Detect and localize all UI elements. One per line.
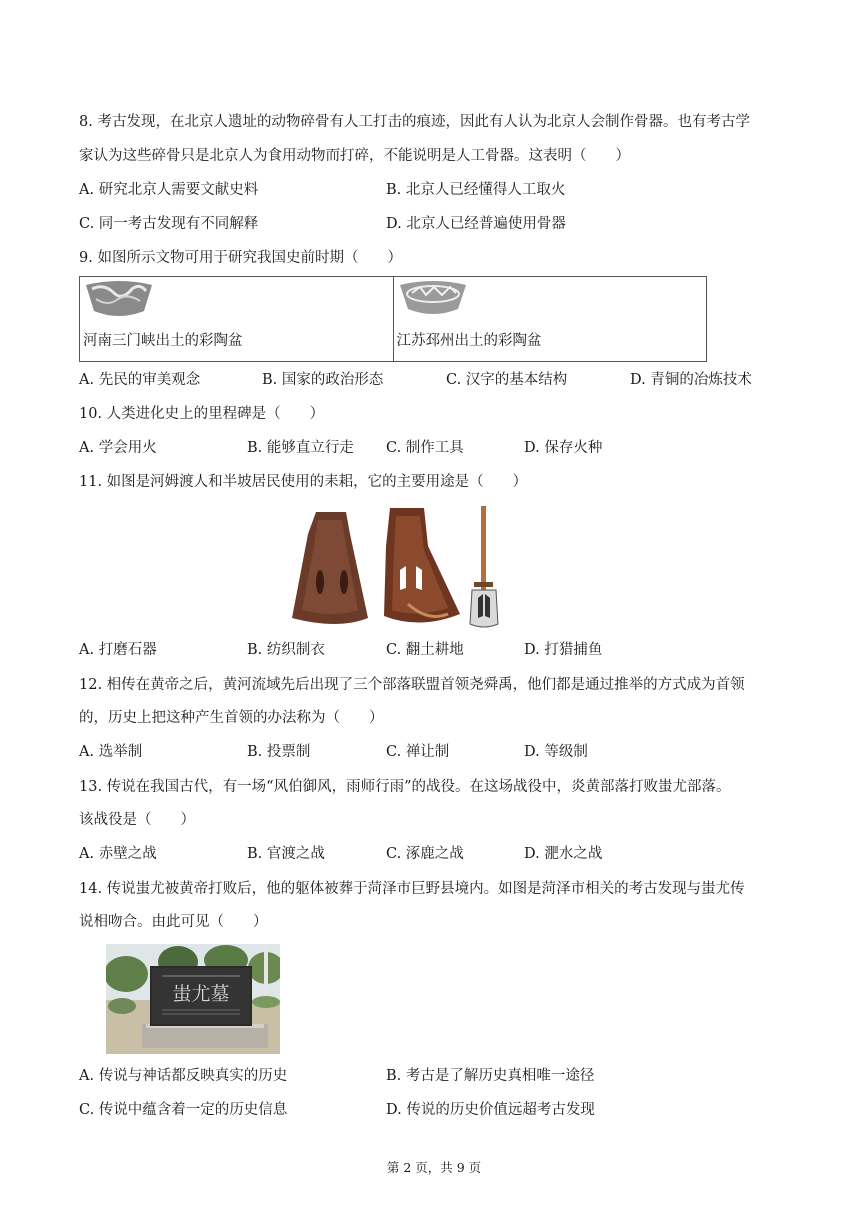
q11-option-b: B. 纺织制衣 [247, 642, 325, 658]
q13-option-d: D. 淝水之战 [524, 846, 603, 862]
q14-stem-line2: 说相吻合。由此可见（ ） [79, 914, 268, 930]
q12-option-b: B. 投票制 [247, 744, 311, 760]
q8-option-c: C. 同一考古发现有不同解释 [79, 216, 259, 232]
q8-stem-line1: 8. 考古发现，在北京人遗址的动物碎骨有人工打击的痕迹，因此有人认为北京人会制作骨器。也有考古学 [79, 114, 750, 130]
painted-pottery-basin-image [398, 279, 468, 319]
q13-option-a: A. 赤壁之战 [79, 846, 157, 862]
painted-pottery-basin-image [84, 279, 154, 319]
q9-stem: 9. 如图所示文物可用于研究我国史前时期（ ） [79, 250, 402, 266]
q8-stem-line2: 家认为这些碎骨只是北京人为食用动物而打碎，不能说明是人工骨器。这表明（ ） [79, 148, 630, 164]
q13-stem-line1: 13. 传说在我国古代，有一场“风伯御风，雨师行雨”的战役。在这场战役中，炎黄部落打败蚩尤部落。 [79, 779, 731, 795]
q12-stem-line1: 12. 相传在黄帝之后，黄河流域先后出现了三个部落联盟首领尧舜禹，他们都是通过推举的方式成为首领 [79, 677, 745, 693]
q11-option-d: D. 打猎捕鱼 [524, 642, 603, 658]
q10-option-b: B. 能够直立行走 [247, 440, 354, 456]
q12-option-c: C. 禅让制 [386, 744, 450, 760]
q9-option-a: A. 先民的审美观念 [79, 372, 201, 388]
q10-option-a: A. 学会用火 [79, 440, 157, 456]
q13-option-b: B. 官渡之战 [247, 846, 325, 862]
chiyou-tomb-photo [106, 944, 280, 1054]
q10-option-d: D. 保存火种 [524, 440, 603, 456]
bone-spade-image [288, 506, 508, 631]
q14-option-d: D. 传说的历史价值远超考古发现 [386, 1102, 595, 1118]
q13-stem-line2: 该战役是（ ） [79, 812, 195, 828]
q8-option-d: D. 北京人已经普遍使用骨器 [386, 216, 566, 232]
tomb-stone-inscription: 蚩尤墓 [172, 983, 230, 1005]
page-number-footer: 第 2 页，共 9 页 [386, 1160, 482, 1175]
q12-stem-line2: 的，历史上把这种产生首领的办法称为（ ） [79, 710, 384, 726]
q9-option-b: B. 国家的政治形态 [262, 372, 384, 388]
q9-cell-pizhou [393, 277, 707, 361]
q12-option-d: D. 等级制 [524, 744, 588, 760]
q13-option-c: C. 涿鹿之战 [386, 846, 464, 862]
q8-option-a: A. 研究北京人需要文献史料 [79, 182, 259, 198]
q9-option-d: D. 青铜的冶炼技术 [630, 372, 752, 388]
q11-stem: 11. 如图是河姆渡人和半坡居民使用的耒耜，它的主要用途是（ ） [79, 474, 528, 490]
q14-option-c: C. 传说中蕴含着一定的历史信息 [79, 1102, 288, 1118]
q10-option-c: C. 制作工具 [386, 440, 464, 456]
q14-stem-line1: 14. 传说蚩尤被黄帝打败后，他的躯体被葬于菏泽市巨野县境内。如图是菏泽市相关的考古发现与蚩尤传 [79, 881, 745, 897]
q14-option-b: B. 考古是了解历史真相唯一途径 [386, 1068, 595, 1084]
q14-option-a: A. 传说与神话都反映真实的历史 [79, 1068, 288, 1084]
q12-option-a: A. 选举制 [79, 744, 143, 760]
q9-caption-2: 江苏邳州出土的彩陶盆 [396, 333, 542, 349]
q9-artifact-table [79, 276, 707, 362]
q11-option-c: C. 翻土耕地 [386, 642, 464, 658]
q10-stem: 10. 人类进化史上的里程碑是（ ） [79, 406, 325, 422]
q9-caption-1: 河南三门峡出土的彩陶盆 [83, 333, 243, 349]
q8-option-b: B. 北京人已经懂得人工取火 [386, 182, 566, 198]
q9-option-c: C. 汉字的基本结构 [446, 372, 568, 388]
q9-cell-sanmenxia [80, 277, 393, 361]
q11-option-a: A. 打磨石器 [79, 642, 157, 658]
